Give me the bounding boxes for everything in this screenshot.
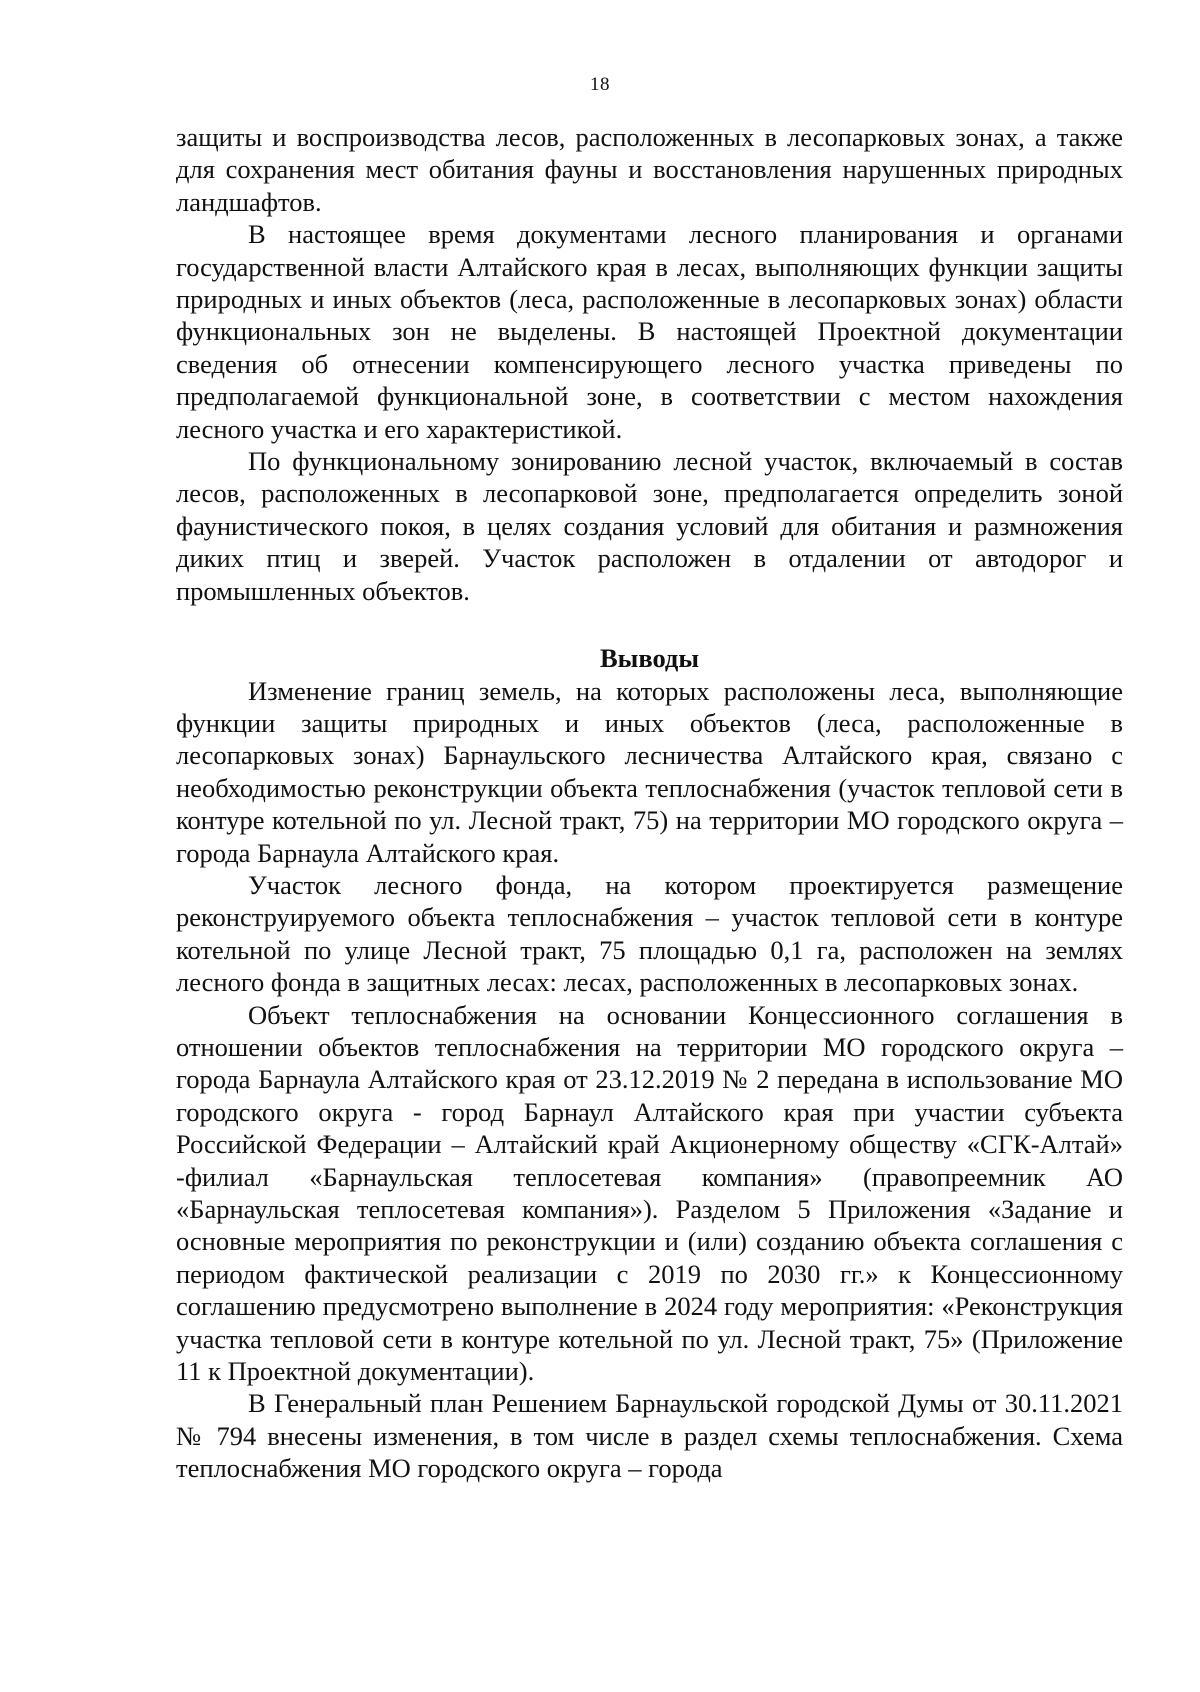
body-text [176,121,1123,1485]
paragraph: Участок лесного фонда, на котором проектируется размещение реконструируемого объекта теплоснабжения – участок тепловой сети в контуре котельной по улице Лесной тракт, 75 площадью 0,1 га, расположен на землях лесного фонда в защитных лесах: лесах, расположенных в лесопарковых зонах. [176,869,1123,998]
paragraph: В Генеральный план Решением Барнаульской городской Думы от 30.11.2021 № 794 внесены изменения, в том числе в раздел схемы теплоснабжения. Схема теплоснабжения МО городского округа – города [176,1388,1123,1484]
paragraph: В настоящее время документами лесного планирования и органами государственной власти Алтайского края в лесах, выполняющих функции защиты природных и иных объектов (леса, расположенные в лесопарковых зонах) области функциональных зон не выделены. В настоящей Проектной документации сведения об отнесении компенсирующего лесного участка приведены по предполагаемой функциональной зоне, в соответствии с местом нахождения лесного участка и его характеристикой. [176,219,1123,444]
section-heading: Выводы [599,643,700,674]
paragraph: защиты и воспроизводства лесов, расположенных в лесопарковых зонах, а также для сохранения мест обитания фауны и восстановления нарушенных природных ландшафтов. [176,122,1123,217]
paragraph: Изменение границ земель, на которых расположены леса, выполняющие функции защиты природных и иных объектов (леса, расположенные в лесопарковых зонах) Барнаульского лесничества Алтайского края, связано с необходимостью реконструкции объекта теплоснабжения (участок тепловой сети в контуре котельной по ул. Лесной тракт, 75) на территории МО городского округа – города Барнаула Алтайского края. [176,675,1123,868]
page-number: 18 [590,74,610,95]
paragraph: По функциональному зонированию лесной участок, включаемый в состав лесов, расположенных в лесопарковой зоне, предполагается определить зоной фаунистического покоя, в целях создания условий для обитания и размножения диких птиц и зверей. Участок расположен в отдалении от автодорог и промышленных объектов. [176,446,1123,606]
paragraph: Объект теплоснабжения на основании Концессионного соглашения в отношении объектов теплоснабжения на территории МО городского округа – города Барнаула Алтайского края от 23.12.2019 № 2 передана в использование МО городского округа - город Барнаул Алтайского края при участии субъекта Российской Федерации – Алтайский край Акционерному обществу «СГК-Алтай» -филиал «Барнаульская теплосетевая компания» (правопреемник АО «Барнаульская теплосетевая компания»). Разделом 5 Приложения «Задание и основные мероприятия по реконструкции и (или) созданию объекта соглашения с периодом фактической реализации с 2019 по 2030 гг.» к Концессионному соглашению предусмотрено выполнение в 2024 году мероприятия: «Реконструкция участка тепловой сети в контуре котельной по ул. Лесной тракт, 75» (Приложение 11 к Проектной документации). [176,999,1123,1387]
